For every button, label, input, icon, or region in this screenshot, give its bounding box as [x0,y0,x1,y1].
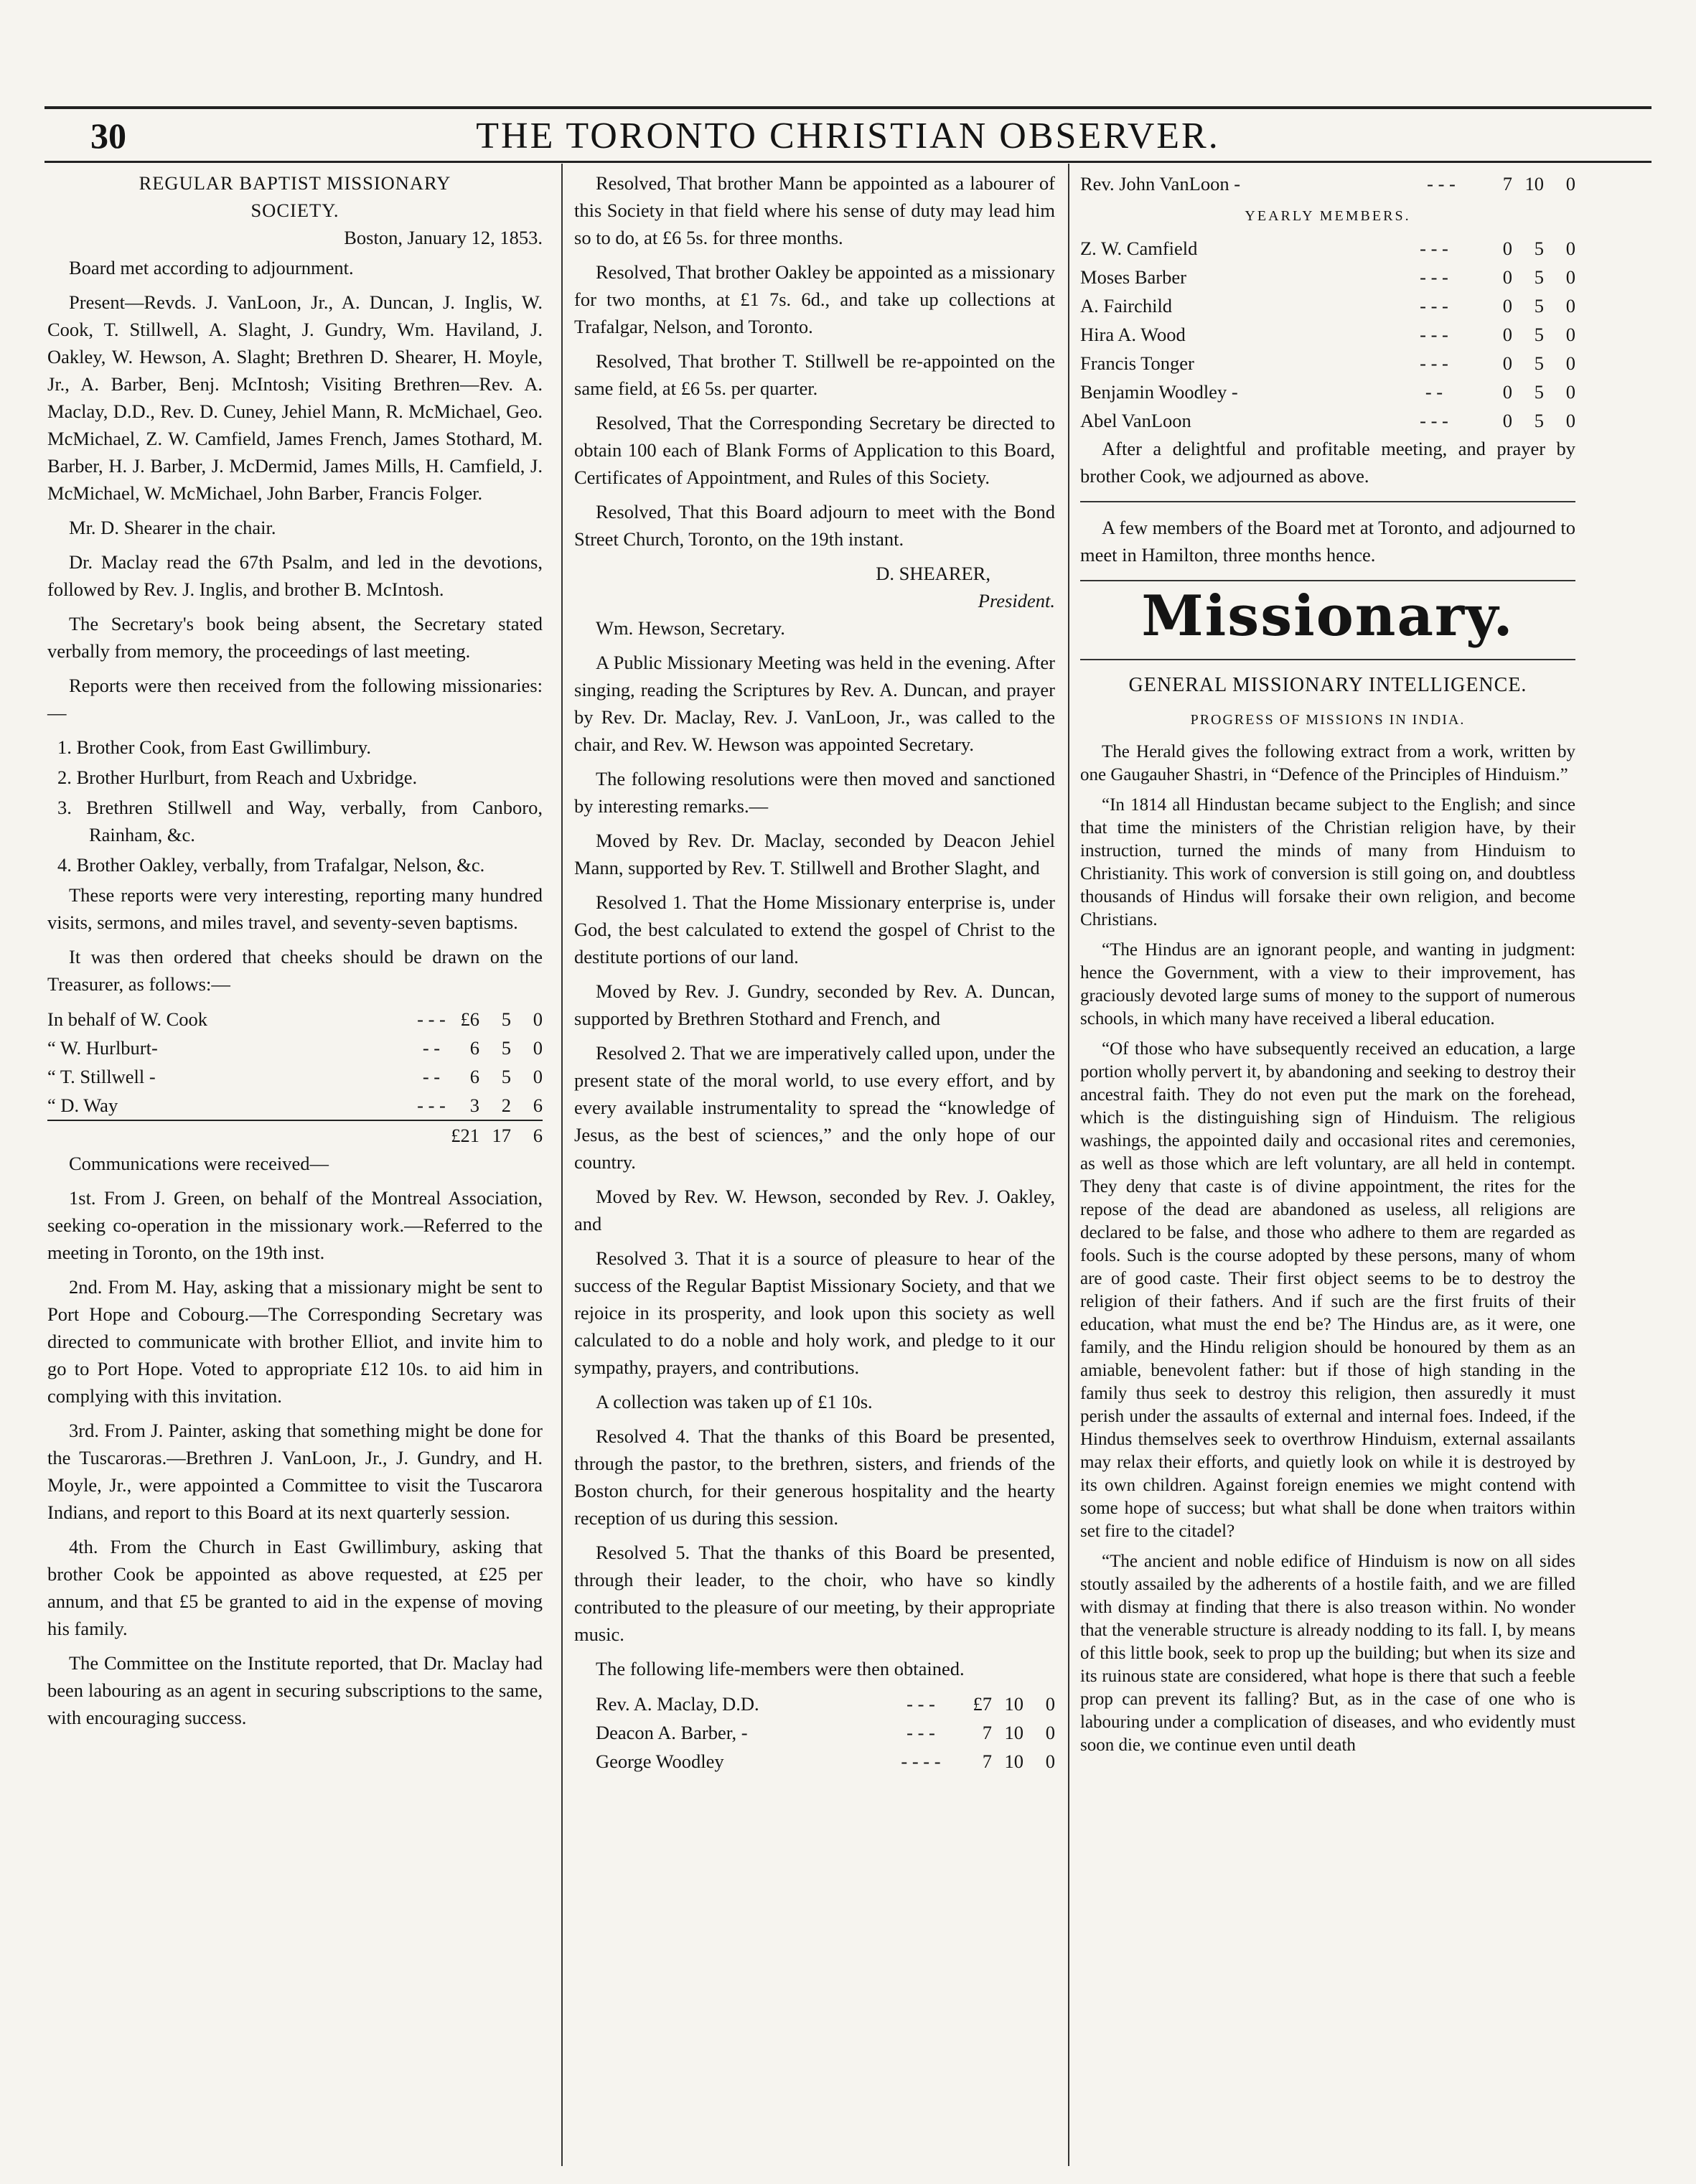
paragraph: Board met according to adjournment. [69,257,354,278]
paragraph: 1st. From J. Green, on behalf of the Montreal Association, seeking co-operation in the missionary work.—Referred to the meeting in Toronto, on the 19th inst. [47,1187,543,1263]
leader-dashes: - - - [1427,173,1456,195]
paragraph: The following resolutions were then moved and sanctioned by interesting remarks.— [574,768,1055,817]
signature-name: D. SHEARER, [876,563,990,584]
leader-dashes: - - - [1420,410,1448,431]
table-row [1080,234,1575,263]
pounds: £7 [973,1693,992,1715]
pounds: 7 [982,1722,992,1743]
pence: 0 [533,1008,543,1030]
leader-dashes: - - - [906,1693,935,1715]
paragraph: Resolved, That the Corresponding Secretary be directed to obtain 100 each of Blank Forms of Application to this Board, Certificates of Appointment, and Rules of this Society. [574,412,1055,488]
page-number: 30 [90,116,126,156]
paragraph: 3rd. From J. Painter, asking that something might be done for the Tuscaroras.—Brethren J. VanLoon, Jr., J. Gundry, and H. Moyle, Jr., were appointed a Committee to visit the Tuscarora Indians, and report to this Board at its next quarterly session. [47,1420,543,1523]
paragraph: Resolved, That brother T. Stillwell be re-appointed on the same field, at £6 5s. per quarter. [574,350,1055,399]
pounds: 0 [1502,295,1512,317]
subheading: PROGRESS OF MISSIONS IN INDIA. [1190,712,1466,728]
leader-dashes: - - [1425,381,1443,403]
pence: 0 [1045,1722,1055,1743]
leader-dashes: - - - [1420,238,1448,259]
paragraph: Communications were received— [69,1153,329,1174]
shillings: 5 [1534,238,1544,259]
paragraph: The following life-members were then obtained. [596,1658,965,1679]
leader-dashes: - - - [417,1008,446,1030]
table-row [47,1091,543,1120]
yearly-members-heading: YEARLY MEMBERS. [1245,208,1411,224]
list-item: 1. Brother Cook, from East Gwillimbury. [57,736,371,758]
pence: 0 [1565,324,1575,345]
paragraph: Resolved, That brother Oakley be appointed as a missionary for two months, at £1 7s. 6d., and take up collections at Trafalgar, Nelson, and Toronto. [574,261,1055,337]
life-members-continued-table [1080,169,1575,198]
shillings: 5 [1534,266,1544,288]
payee: “ W. Hurlburt- [47,1037,158,1059]
table-row [47,1005,543,1034]
shillings: 10 [1004,1722,1023,1743]
paragraph: A few members of the Board met at Toronto, and adjourned to meet in Hamilton, three months hence. [1080,517,1575,566]
member-name: Benjamin Woodley - [1080,381,1238,403]
shillings: 10 [1004,1751,1023,1772]
total-row [47,1120,543,1150]
pounds: 0 [1502,410,1512,431]
leader-dashes: - - - - [901,1751,941,1772]
payee: In behalf of W. Cook [47,1008,208,1030]
divider [1080,501,1575,502]
shillings: 17 [479,1120,511,1150]
pence: 0 [1565,352,1575,374]
paragraph: Resolved 4. That the thanks of this Board be presented, through the pastor, to the brethren, sisters, and friends of the Boston church, for their generous hospitality and the hearty reception of us during this session. [574,1425,1055,1529]
shillings: 2 [501,1095,511,1116]
shillings: 5 [1534,381,1544,403]
pounds: 0 [1502,352,1512,374]
shillings: 5 [501,1008,511,1030]
pounds: 7 [1502,173,1512,195]
pounds: 3 [469,1095,479,1116]
article-heading-line-2: SOCIETY. [250,200,339,221]
list-item: 4. Brother Oakley, verbally, from Trafalgar, Nelson, &c. [57,854,485,876]
column-divider-2 [1068,164,1069,2166]
paragraph: Resolved, That brother Mann be appointed as a labourer of this Society in that field where his sense of duty may lead him so to do, at £6 5s. for three months. [574,172,1055,248]
member-name: Moses Barber [1080,266,1186,288]
article-heading-line-1: REGULAR BAPTIST MISSIONARY [139,172,451,194]
shillings: 10 [1004,1693,1023,1715]
paragraph: Resolved 5. That the thanks of this Board be presented, through their leader, to the choir, who have so kindly contributed to the pleasure of our meeting, by their appropriate music. [574,1542,1055,1645]
member-name: Francis Tonger [1080,352,1194,374]
column-3 [1080,169,1575,1764]
shillings: 5 [1534,295,1544,317]
paragraph: “In 1814 all Hindustan became subject to the English; and since that time the ministers of the Christian religion have, by their instruction, turned the minds of many from Hinduism to Christianity. This work of conversion is still going on, and doubtless thousands of Hindus will forsake their own religion, and become Christians. [1080,795,1575,929]
table-row [1080,406,1575,435]
paragraph: Moved by Rev. J. Gundry, seconded by Rev. A. Duncan, supported by Brethren Stothard and French, and [574,980,1055,1029]
paragraph: A Public Missionary Meeting was held in the evening. After singing, reading the Scriptures by Rev. A. Duncan, and prayer by Rev. Dr. Maclay, Rev. J. VanLoon, Jr., was called to the chair, and Rev. W. Hewson was appointed Secretary. [574,652,1055,755]
pounds: 6 [469,1066,479,1087]
pence: 0 [1045,1693,1055,1715]
table-row [47,1034,543,1062]
paragraph: Resolved 2. That we are imperatively called upon, under the present state of the moral world, to use every effort, and by every available instrumentality to spread the “knowledge of Jesus, as the best of sciences,” and the only hope of our country. [574,1042,1055,1173]
leader-dashes: - - [422,1037,441,1059]
paragraph: The Secretary's book being absent, the Secretary stated verbally from memory, the proceedings of last meeting. [47,613,543,662]
shillings: 5 [501,1066,511,1087]
paragraph: 2nd. From M. Hay, asking that a missionary might be sent to Port Hope and Cobourg.—The Corresponding Secretary was directed to communicate with brother Elliot, and invite him to go to Port Hope. Voted to appropriate £12 10s. to aid him in complying with this invitation. [47,1276,543,1407]
paragraph: Mr. D. Shearer in the chair. [69,517,276,538]
pounds: 0 [1502,324,1512,345]
leader-dashes: - - - [417,1095,446,1116]
divider [1080,580,1575,581]
paragraph: After a delightful and profitable meeting, and prayer by brother Cook, we adjourned as above. [1080,438,1575,487]
payee: “ T. Stillwell - [47,1066,156,1087]
leader-dashes: - - - [1420,266,1448,288]
member-name: Rev. A. Maclay, D.D. [596,1693,759,1715]
paragraph: 4th. From the Church in East Gwillimbury, asking that brother Cook be appointed as above requested, at £25 per annum, and that £5 be granted to aid in the expense of moving his family. [47,1536,543,1639]
payee: “ D. Way [47,1095,118,1116]
table-row [1080,349,1575,378]
member-name: Deacon A. Barber, - [596,1722,748,1743]
pence: 0 [1045,1751,1055,1772]
member-name: Abel VanLoon [1080,410,1191,431]
payments-table [47,1005,543,1150]
member-name: Rev. John VanLoon - [1080,173,1241,195]
leader-dashes: - - - [1420,352,1448,374]
paragraph: The Committee on the Institute reported, that Dr. Maclay had been labouring as an agent in securing subscriptions to the same, with encouraging success. [47,1652,543,1728]
dateline: Boston, January 12, 1853. [344,227,543,248]
member-name: George Woodley [596,1751,724,1772]
column-2 [574,169,1055,1776]
pence: 0 [1565,173,1575,195]
pounds: 0 [1502,238,1512,259]
pounds: £6 [460,1008,479,1030]
divider [1080,659,1575,660]
secretary-line: Wm. Hewson, Secretary. [596,617,785,639]
list-item: 3. Brethren Stillwell and Way, verbally, from Canboro, Rainham, &c. [57,797,543,845]
pounds: £21 [448,1120,479,1150]
paragraph: Resolved 3. That it is a source of pleasure to hear of the success of the Regular Baptist Missionary Society, and that we rejoice in its prosperity, and look upon this society as well calculated to do a noble and holy work, and pledge to it our sympathy, prayers, and contributions. [574,1247,1055,1378]
column-divider-1 [561,164,563,2166]
table-row [1080,378,1575,406]
table-row [1080,320,1575,349]
shillings: 5 [1534,352,1544,374]
pence: 0 [1565,238,1575,259]
pounds: 7 [982,1751,992,1772]
leader-dashes: - - - [1420,324,1448,345]
paragraph: Resolved 1. That the Home Missionary enterprise is, under God, the best calculated to extend the gospel of Christ to the destitute portions of our land. [574,891,1055,967]
leader-dashes: - - [422,1066,441,1087]
leader-dashes: - - - [1420,295,1448,317]
paragraph: A collection was taken up of £1 10s. [596,1391,873,1412]
paragraph: Resolved, That this Board adjourn to meet with the Bond Street Church, Toronto, on the 19th instant. [574,501,1055,550]
signature-title: President. [978,590,1055,611]
paragraph: “Of those who have subsequently received an education, a large portion wholly pervert it, by abandoning and seeking to destroy their ancestral faith. They do not even put the mark on the forehead, which is the distinguishing sign of Hinduism. The religious washings, the appointed daily and occasional rites and ceremonies, as well as those which are left voluntary, are all held in contempt. They deny that caste is of divine appointment, the rites for the repose of the dead are abandoned as useless, all religions are declared to be false, and those who adhere to them are regarded as fools. Such is the course adopted by these persons, many of whom are of good caste. Their first object seems to be to destroy the religion of their fathers. And if such are the first fruits of their education, what must the end be? The Hindus are, as it were, one family, and the Hindu religion should be honoured by them as an amiable, benevolent father: but if those of high standing in the family thus seek to destroy this religion, then assuredly it must perish under the assaults of external and internal foes. Indeed, if the Hindus themselves seek to overthrow Hinduism, external assailants may relax their efforts, and quietly look on while it is destroyed by its own children. Against foreign enemies we might contend with some hope of success; but what shall be done when traitors within set fire to the citadel? [1080,1039,1575,1541]
pounds: 0 [1502,266,1512,288]
table-row [47,1062,543,1091]
member-name: Hira A. Wood [1080,324,1186,345]
masthead-top-rule [44,106,1652,109]
pence: 6 [511,1120,543,1150]
list-item: 2. Brother Hurlburt, from Reach and Uxbridge. [57,767,418,788]
masthead [44,113,1652,159]
section-banner: Missionary. [1141,584,1514,649]
table-row [1080,263,1575,291]
shillings: 5 [501,1037,511,1059]
paragraph: Dr. Maclay read the 67th Psalm, and led in the devotions, followed by Rev. J. Inglis, and brother B. McIntosh. [47,551,543,600]
yearly-members-table [1080,234,1575,435]
reports-list [47,734,543,878]
pounds: 6 [469,1037,479,1059]
pence: 0 [533,1066,543,1087]
pence: 0 [1565,266,1575,288]
shillings: 5 [1534,410,1544,431]
table-row [1080,291,1575,320]
pence: 0 [1565,295,1575,317]
table-row [596,1718,1055,1747]
paragraph: The Herald gives the following extract from a work, written by one Gaugauher Shastri, in “Defence of the Principles of Hinduism.” [1080,742,1575,784]
pence: 0 [1565,381,1575,403]
paragraph: It was then ordered that cheeks should be drawn on the Treasurer, as follows:— [47,946,543,995]
paragraph: Moved by Rev. Dr. Maclay, seconded by Deacon Jehiel Mann, supported by Rev. T. Stillwell and Brother Slaght, and [574,830,1055,878]
india-article [1080,741,1575,1757]
pounds: 0 [1502,381,1512,403]
paragraph: Present—Revds. J. VanLoon, Jr., A. Duncan, J. Inglis, W. Cook, T. Stillwell, A. Slaght, J. Gundry, Wm. Haviland, J. Oakley, W. Hewson, A. Slaght; Brethren D. Shearer, H. Moyle, Jr., A. Barber, Benj. McIntosh; Visiting Brethren—Rev. A. Maclay, D.D., Rev. D. Cuney, Jehiel Mann, R. McMichael, Geo. McMichael, Z. W. Camfield, James French, James Stothard, M. Barber, H. J. Barber, J. McDermid, James Mills, H. Camfield, J. McMichael, W. McMichael, John Barber, Francis Folger. [47,291,543,504]
life-members-table [596,1689,1055,1776]
table-row [596,1689,1055,1718]
table-row [596,1747,1055,1776]
paragraph: Reports were then received from the following missionaries:— [47,675,543,723]
column-1 [47,169,543,1738]
masthead-bottom-rule [44,161,1652,163]
paragraph: “The ancient and noble edifice of Hinduism is now on all sides stoutly assailed by the adherents of a hostile faith, and we are filled with dismay at finding that there is also treason within. No wonder that the venerable structure is already nodding to its fall. I, by means of this little book, seek to prop up the building; but when its size and its ruinous state are considered, what hope is there that such a feeble prop can prevent its falling? But, as in the case of one who is labouring under a complication of diseases, and who evidently must soon die, we continue even until death [1080,1552,1575,1755]
shillings: 10 [1524,173,1544,195]
table-row [1080,169,1575,198]
paragraph: “The Hindus are an ignorant people, and wanting in judgment: hence the Government, with a view to their improvement, has graciously devoted large sums of money to the support of numerous schools, in which many have received a liberal education. [1080,940,1575,1028]
pence: 0 [1565,410,1575,431]
shillings: 5 [1534,324,1544,345]
member-name: Z. W. Camfield [1080,238,1198,259]
leader-dashes: - - - [906,1722,935,1743]
member-name: A. Fairchild [1080,295,1173,317]
paragraph: These reports were very interesting, reporting many hundred visits, sermons, and miles travel, and seventy-seven baptisms. [47,884,543,933]
paragraph: Moved by Rev. W. Hewson, seconded by Rev. J. Oakley, and [574,1186,1055,1234]
newspaper-title: THE TORONTO CHRISTIAN OBSERVER. [476,116,1220,156]
pence: 0 [533,1037,543,1059]
pence: 6 [533,1095,543,1116]
section-title: GENERAL MISSIONARY INTELLIGENCE. [1128,674,1527,696]
